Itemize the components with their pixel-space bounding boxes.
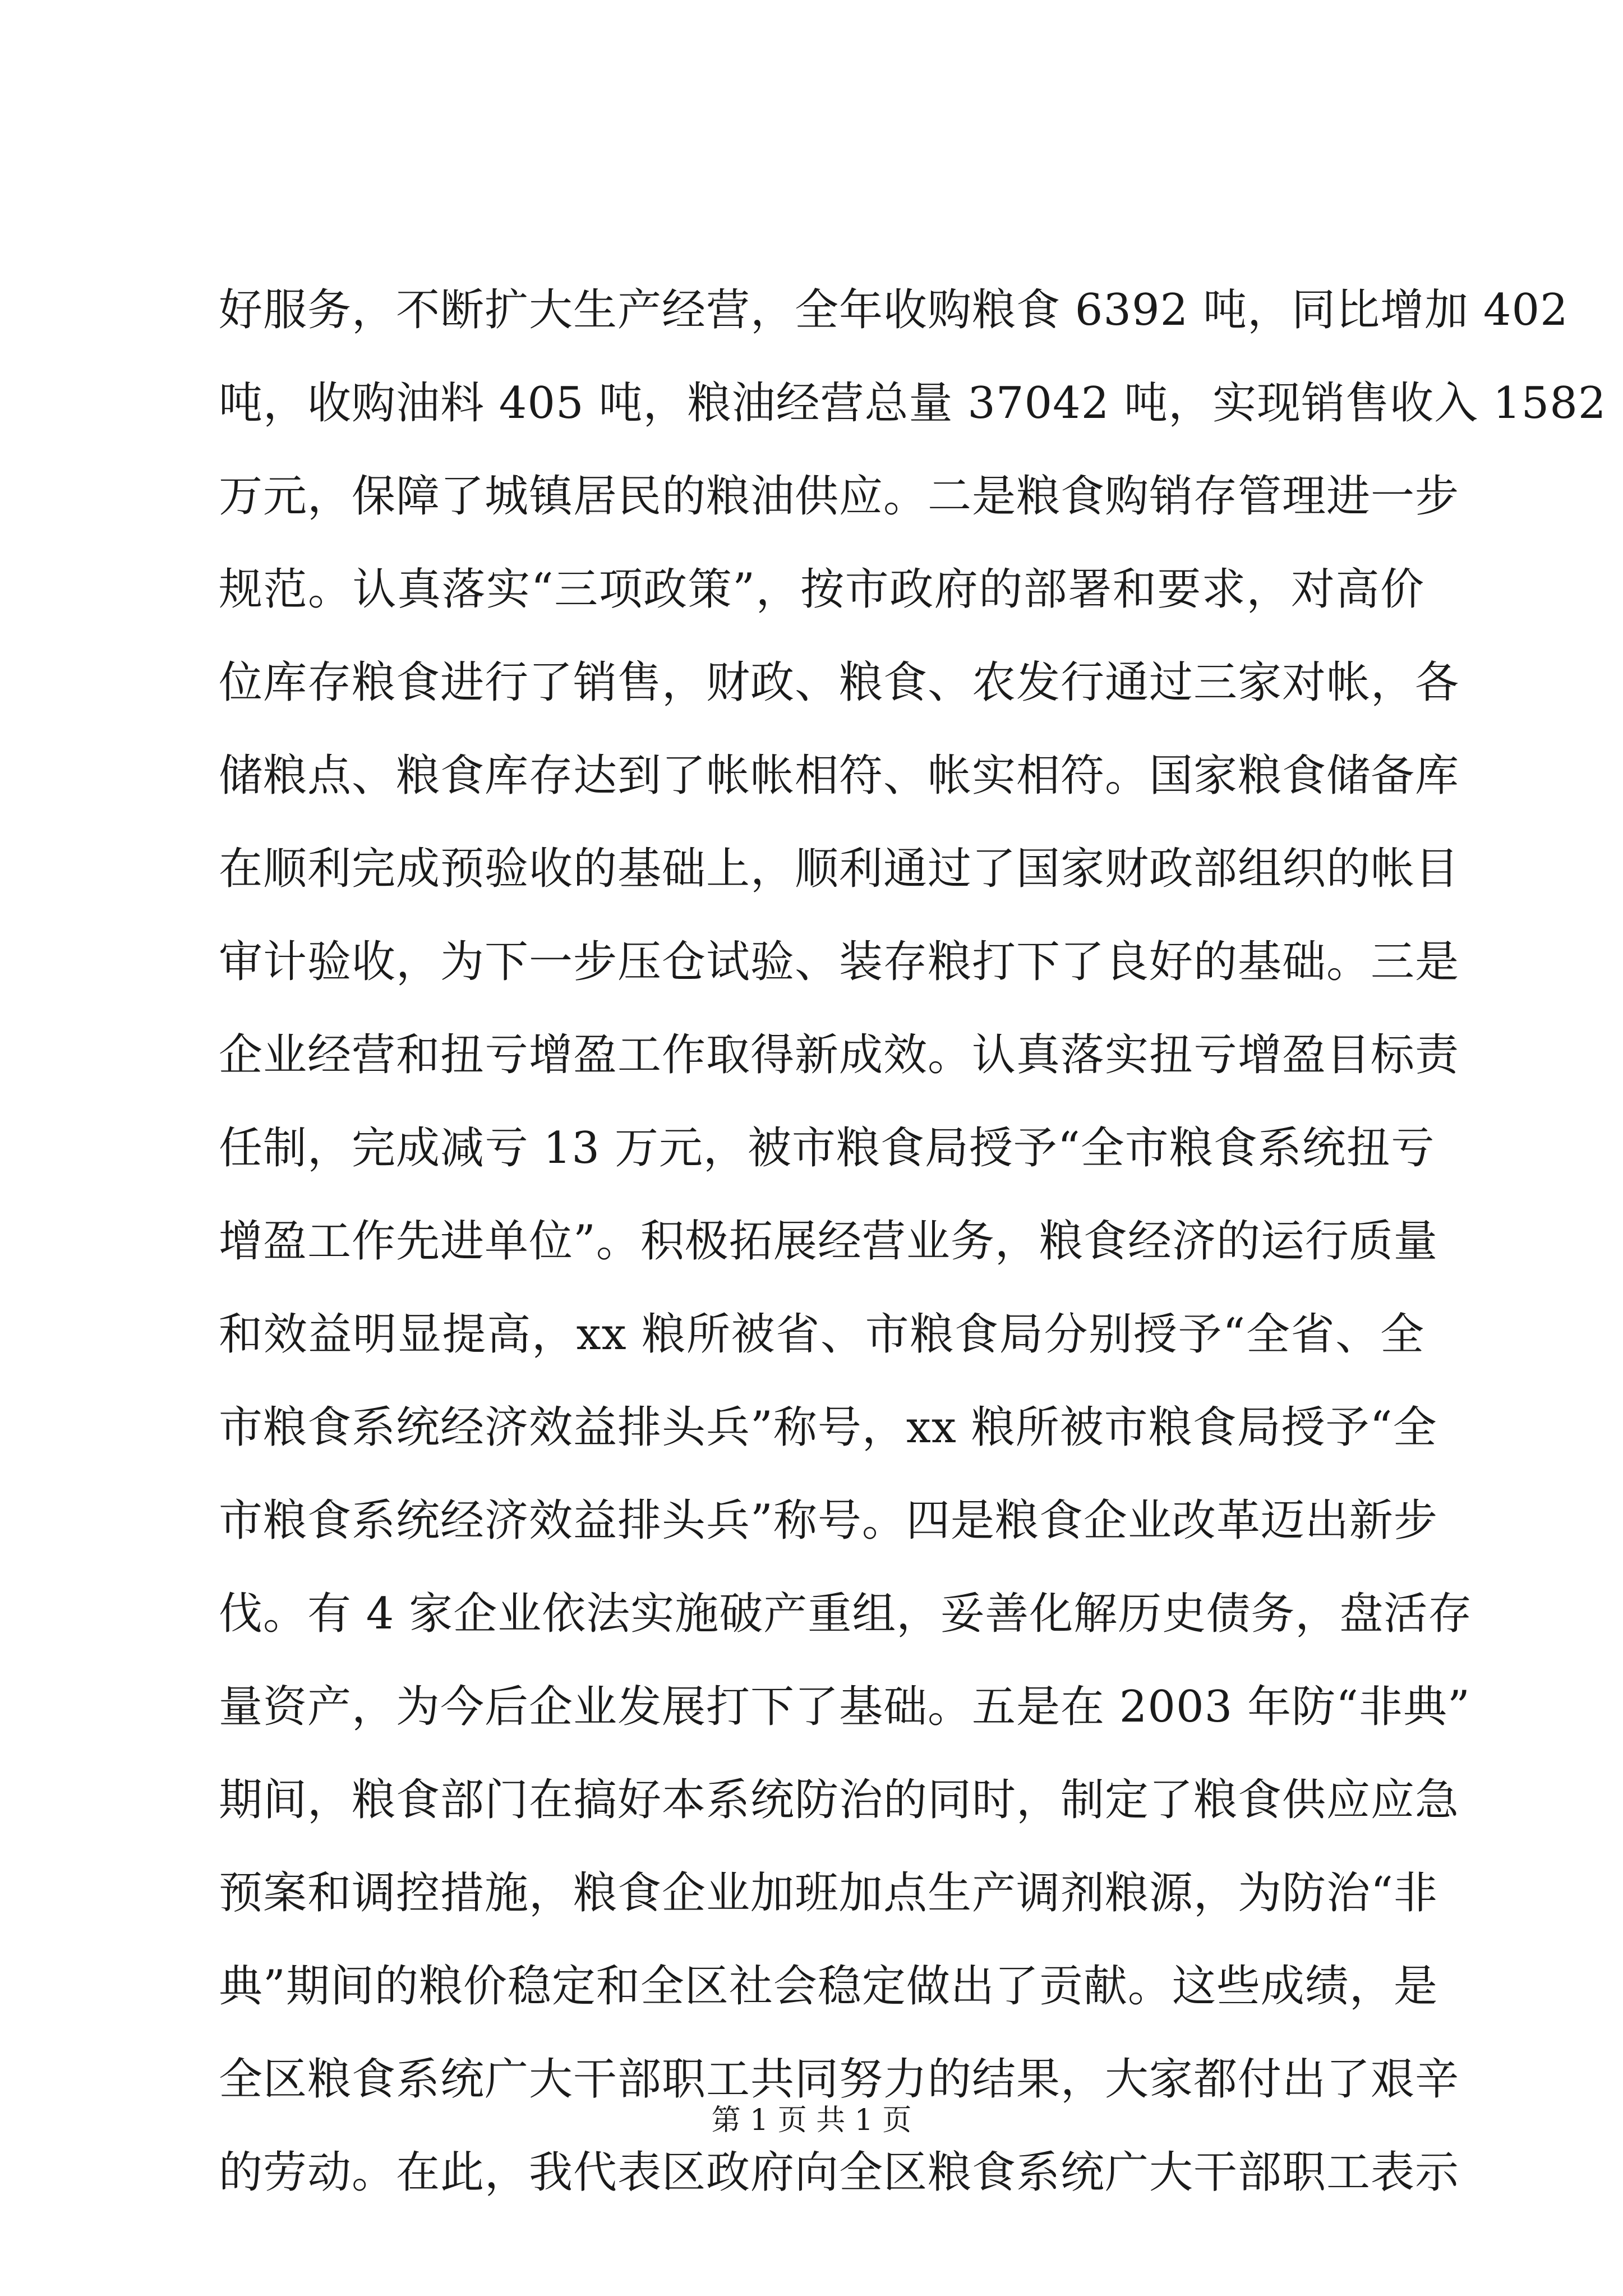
text-line: 位库存粮食进行了销售，财政、粮食、农发行通过三家对帐，各 [219, 657, 1460, 708]
text-line: 市粮食系统经济效益排头兵”称号。四是粮食企业改革迈出新步 [219, 1496, 1438, 1546]
text-line: 量资产，为今后企业发展打下了基础。五是在 2003 年防“非典” [219, 1682, 1470, 1732]
text-line: 伐。有 4 家企业依法实施破产重组，妥善化解历史债务，盘活存 [219, 1589, 1473, 1639]
text-line: 好服务，不断扩大生产经营，全年收购粮食 6392 吨，同比增加 402 [219, 285, 1569, 335]
text-line: 审计验收，为下一步压仓试验、装存粮打下了良好的基础。三是 [219, 937, 1460, 987]
text-line: 任制，完成减亏 13 万元，被市粮食局授予“全市粮食系统扭亏 [219, 1123, 1435, 1174]
text-line: 全区粮食系统广大干部职工共同努力的结果，大家都付出了艰辛 [219, 2054, 1460, 2105]
text-line: 预案和调控措施，粮食企业加班加点生产调剂粮源，为防治“非 [219, 1868, 1438, 1918]
text-line: 规范。认真落实“三项政策”，按市政府的部署和要求，对高价 [219, 564, 1424, 615]
text-line: 市粮食系统经济效益排头兵”称号，xx 粮所被市粮食局授予“全 [219, 1402, 1437, 1453]
text-line: 万元，保障了城镇居民的粮油供应。二是粮食购销存管理进一步 [219, 471, 1460, 522]
text-line: 在顺利完成预验收的基础上，顺利通过了国家财政部组织的帐目 [219, 844, 1460, 894]
text-line: 吨，收购油料 405 吨，粮油经营总量 37042 吨，实现销售收入 1582 [219, 378, 1607, 429]
text-line: 典”期间的粮价稳定和全区社会稳定做出了贡献。这些成绩，是 [219, 1961, 1438, 2012]
text-line: 和效益明显提高，xx 粮所被省、市粮食局分别授予“全省、全 [219, 1309, 1424, 1360]
page-footer [0, 2101, 1623, 2140]
body-text [219, 264, 1607, 2219]
page-number: 第 1 页 共 1 页 [711, 2104, 912, 2137]
text-line: 储粮点、粮食库存达到了帐帐相符、帐实相符。国家粮食储备库 [219, 751, 1460, 801]
text-line: 企业经营和扭亏增盈工作取得新成效。认真落实扭亏增盈目标责 [219, 1030, 1460, 1080]
text-line: 增盈工作先进单位”。积极拓展经营业务，粮食经济的运行质量 [219, 1216, 1438, 1267]
text-line: 期间，粮食部门在搞好本系统防治的同时，制定了粮食供应应急 [219, 1775, 1460, 1825]
text-line: 的劳动。在此，我代表区政府向全区粮食系统广大干部职工表示 [219, 2147, 1460, 2198]
